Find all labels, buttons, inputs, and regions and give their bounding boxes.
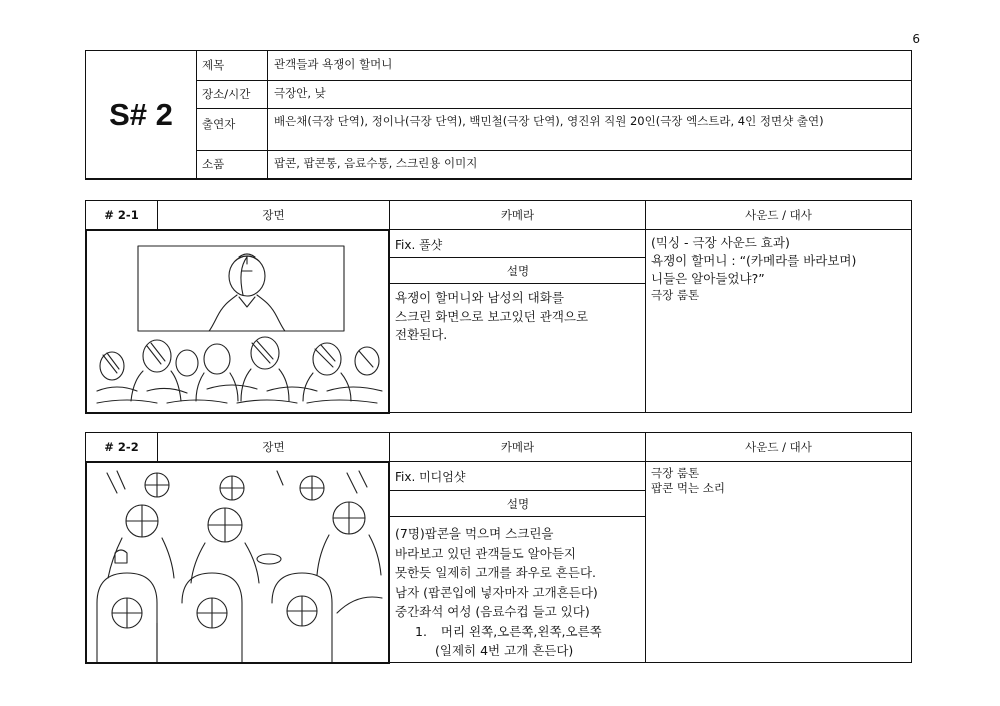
row-cast-key: 출연자	[196, 108, 268, 150]
desc-list-sub: (일제히 4번 고개 흔든다)	[435, 643, 574, 658]
shot-2-2-sketch	[85, 461, 390, 664]
shot-2-2-table	[85, 432, 912, 663]
shot-2-1-table	[85, 200, 912, 413]
shot-number: # 2-2	[86, 433, 158, 461]
row-props	[196, 150, 911, 179]
scene-header-table	[85, 50, 912, 180]
shot-2-2-camera: Fix. 미디엄샷	[395, 470, 466, 484]
row-cast-value: 배은채(극장 단역), 정이나(극장 단역), 백민철(극장 단역), 영진위 직원 20인(극장 엑스트라, 4인 정면샷 출연)	[274, 114, 824, 128]
col-camera: 카메라	[390, 433, 646, 461]
page-number: 6	[912, 32, 920, 46]
sound-line: 욕쟁이 할머니 : “(카메라를 바라보며)	[651, 253, 857, 268]
col-scene: 장면	[158, 433, 390, 461]
col-scene: 장면	[158, 201, 390, 229]
desc-line: 남자 (팝콘입에 넣자마자 고개흔든다)	[395, 584, 598, 600]
shot-2-1-sound	[651, 234, 856, 303]
shot-2-1-description: 욕쟁이 할머니와 남성의 대화를 스크린 화면으로 보고있던 관객으로 전환된다.	[395, 290, 589, 342]
desc-line: 바라보고 있던 관객들도 알아듣지	[395, 545, 576, 561]
shot-2-2-desc-label: 설명	[390, 490, 646, 517]
scene-label: S# 2	[86, 51, 197, 178]
row-title-key: 제목	[196, 51, 268, 80]
desc-line: 못한듯 일제히 고개를 좌우로 흔든다.	[395, 565, 596, 580]
row-title-value: 관객들과 욕쟁이 할머니	[274, 57, 393, 71]
row-props-key: 소품	[196, 150, 268, 179]
col-sound: 사운드 / 대사	[745, 440, 812, 454]
shot-2-1-header	[86, 201, 911, 230]
row-props-value: 팝콘, 팝콘통, 음료수통, 스크린용 이미지	[274, 156, 478, 170]
desc-line: 중간좌석 여성 (음료수컵 들고 있다)	[395, 604, 590, 619]
desc-list-item	[395, 622, 602, 642]
shot-2-1-desc-label: 설명	[390, 257, 646, 284]
desc-line: (7명)팝콘을 먹으며 스크린을	[395, 526, 554, 541]
shot-2-1-camera: Fix. 풀샷	[395, 238, 443, 252]
desc-list-number: 1.	[415, 623, 427, 639]
shot-number: # 2-1	[86, 201, 158, 229]
row-location-value: 극장안, 낮	[274, 86, 326, 100]
sound-line: 니들은 알아들었냐?”	[651, 271, 765, 286]
sound-line: (믹싱 - 극장 사운드 효과)	[651, 235, 790, 250]
col-camera: 카메라	[390, 201, 646, 229]
shot-2-2-sound	[651, 466, 725, 496]
shot-2-2-description	[395, 524, 602, 661]
row-cast	[196, 108, 911, 151]
shot-2-1-sketch	[85, 229, 390, 414]
shot-2-2-header	[86, 433, 911, 462]
sound-line: 극장 룸톤	[651, 288, 700, 302]
col-sound: 사운드 / 대사	[745, 208, 812, 222]
desc-list-text: 머리 왼쪽,오른쪽,왼쪽,오른쪽	[440, 623, 602, 639]
sound-line: 팝콘 먹는 소리	[651, 481, 725, 495]
row-location	[196, 80, 911, 109]
sound-line: 극장 룸톤	[651, 466, 700, 480]
row-location-key: 장소/시간	[196, 80, 268, 108]
row-title	[196, 51, 911, 81]
